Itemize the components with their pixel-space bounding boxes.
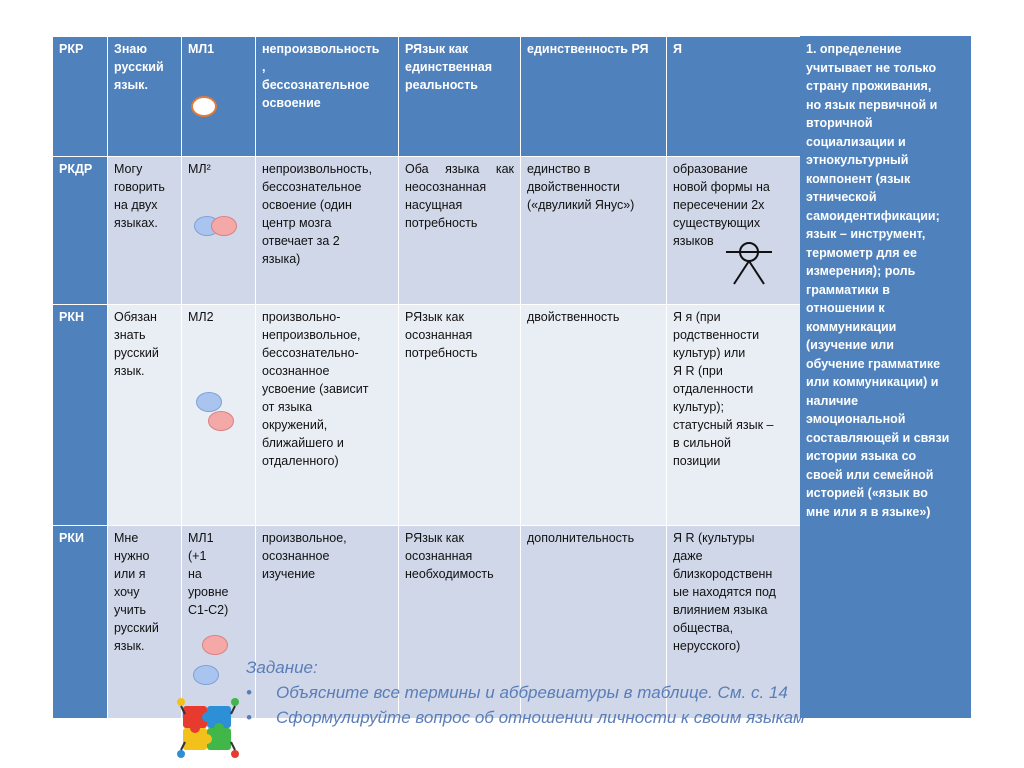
header-relation: единственность РЯ <box>527 42 649 56</box>
header-code: РКР <box>59 42 84 56</box>
table-row-rkn <box>53 305 801 526</box>
header-ml-cell <box>182 37 256 157</box>
header-who-cell <box>108 37 182 157</box>
task-item-text: Сформулируйте вопрос об отношении личности к своим языкам <box>276 708 805 727</box>
row-code-cell <box>53 157 108 305</box>
row-ml: МЛ² <box>188 162 211 176</box>
row-self: образование новой формы на пересечении 2х существующих языков <box>673 162 770 248</box>
row-code-cell <box>53 526 108 719</box>
task-item-text: Объясните все термины и аббревиатуры в таблице. См. с. 14 <box>276 683 788 702</box>
task-title: Задание: <box>246 658 318 677</box>
row-status: РЯзык как осознанная потребность <box>405 310 478 360</box>
row-who: Обязан знать русский язык. <box>114 310 159 378</box>
row-code: РКН <box>59 310 84 324</box>
blue-oval-icon <box>193 665 219 685</box>
task-bullet: • <box>246 708 252 727</box>
header-self-cell <box>667 37 801 157</box>
task-item <box>246 680 805 705</box>
pink-oval-icon <box>211 216 237 236</box>
row-ml-cell <box>182 526 256 719</box>
row-relation-cell <box>521 157 667 305</box>
row-mode: непроизвольность, бессознательное освоение (один центр мозга отвечает за 2 языка) <box>262 162 373 266</box>
row-who: Могу говорить на двух языках. <box>114 162 165 230</box>
header-who: Знаю русский язык. <box>114 42 164 92</box>
task-item <box>246 705 805 730</box>
header-code-cell <box>53 37 108 157</box>
row-relation: дополнительность <box>527 531 635 545</box>
row-who: Мне нужно или я хочу учить русский язык. <box>114 531 159 653</box>
header-mode-cell <box>256 37 399 157</box>
header-relation-cell <box>521 37 667 157</box>
row-self: Я R (культуры даже близкородственн ые находятся под влиянием языка общества, нерусского) <box>673 531 776 653</box>
row-self-cell <box>667 305 801 526</box>
row-who-cell <box>108 526 182 719</box>
header-status-cell <box>399 37 521 157</box>
row-status-cell <box>399 157 521 305</box>
header-status: РЯзык как единственная реальность <box>405 42 493 92</box>
blue-oval-icon <box>196 392 222 412</box>
header-self: Я <box>673 42 682 56</box>
table-header-row <box>53 37 801 157</box>
row-mode-cell <box>256 157 399 305</box>
table-row-rkdr <box>53 157 801 305</box>
orange-oval-icon <box>191 96 217 117</box>
row-relation: двойственность <box>527 310 620 324</box>
row-self: Я я (при родственности культур) или Я R (при отдаленности культур); статусный язык – в сильной позиции <box>673 310 774 468</box>
row-status: РЯзык как осознанная необходимость <box>405 531 494 581</box>
row-status-cell <box>399 305 521 526</box>
row-code-cell <box>53 305 108 526</box>
row-code: РКИ <box>59 531 84 545</box>
header-mode: непроизвольность , бессознательное освоение <box>262 42 380 110</box>
pink-oval-icon <box>208 411 234 431</box>
puzzle-people-icon <box>175 696 241 760</box>
task-bullet: • <box>246 683 252 702</box>
row-ml: МЛ1 (+1 на уровне С1-С2) <box>188 531 229 617</box>
row-code: РКДР <box>59 162 93 176</box>
task-block <box>246 655 805 730</box>
row-who-cell <box>108 305 182 526</box>
row-mode-cell <box>256 305 399 526</box>
row-ml: МЛ2 <box>188 310 214 324</box>
row-who-cell <box>108 157 182 305</box>
comparison-table <box>52 36 801 719</box>
pink-oval-icon <box>202 635 228 655</box>
side-note: 1. определение учитывает не только страну проживания, но язык первичной и вторичной социализации и этнокультурный компонент (язык этнической самоидентификации; язык – инструмент, термометр для ее измерения); роль грамматики в отношении к коммуникации (изучение или обучение грамматике или коммуникации) и наличие эмоциональной составляющей и связи истории языка со своей или семейной историей («язык во мне или я в языке») <box>800 36 971 718</box>
row-status: Оба языка как неосознанная насущная потребность <box>405 162 514 230</box>
row-mode: произвольно- непроизвольное, бессознательно- осознанное усвоение (зависит от языка окружений, ближайшего и отдаленного) <box>262 310 369 468</box>
header-ml: МЛ1 <box>188 42 215 56</box>
janus-symbol-icon <box>726 241 772 285</box>
row-relation-cell <box>521 305 667 526</box>
row-relation: единство в двойственности («двуликий Янус») <box>527 162 635 212</box>
row-mode: произвольное, осознанное изучение <box>262 531 347 581</box>
